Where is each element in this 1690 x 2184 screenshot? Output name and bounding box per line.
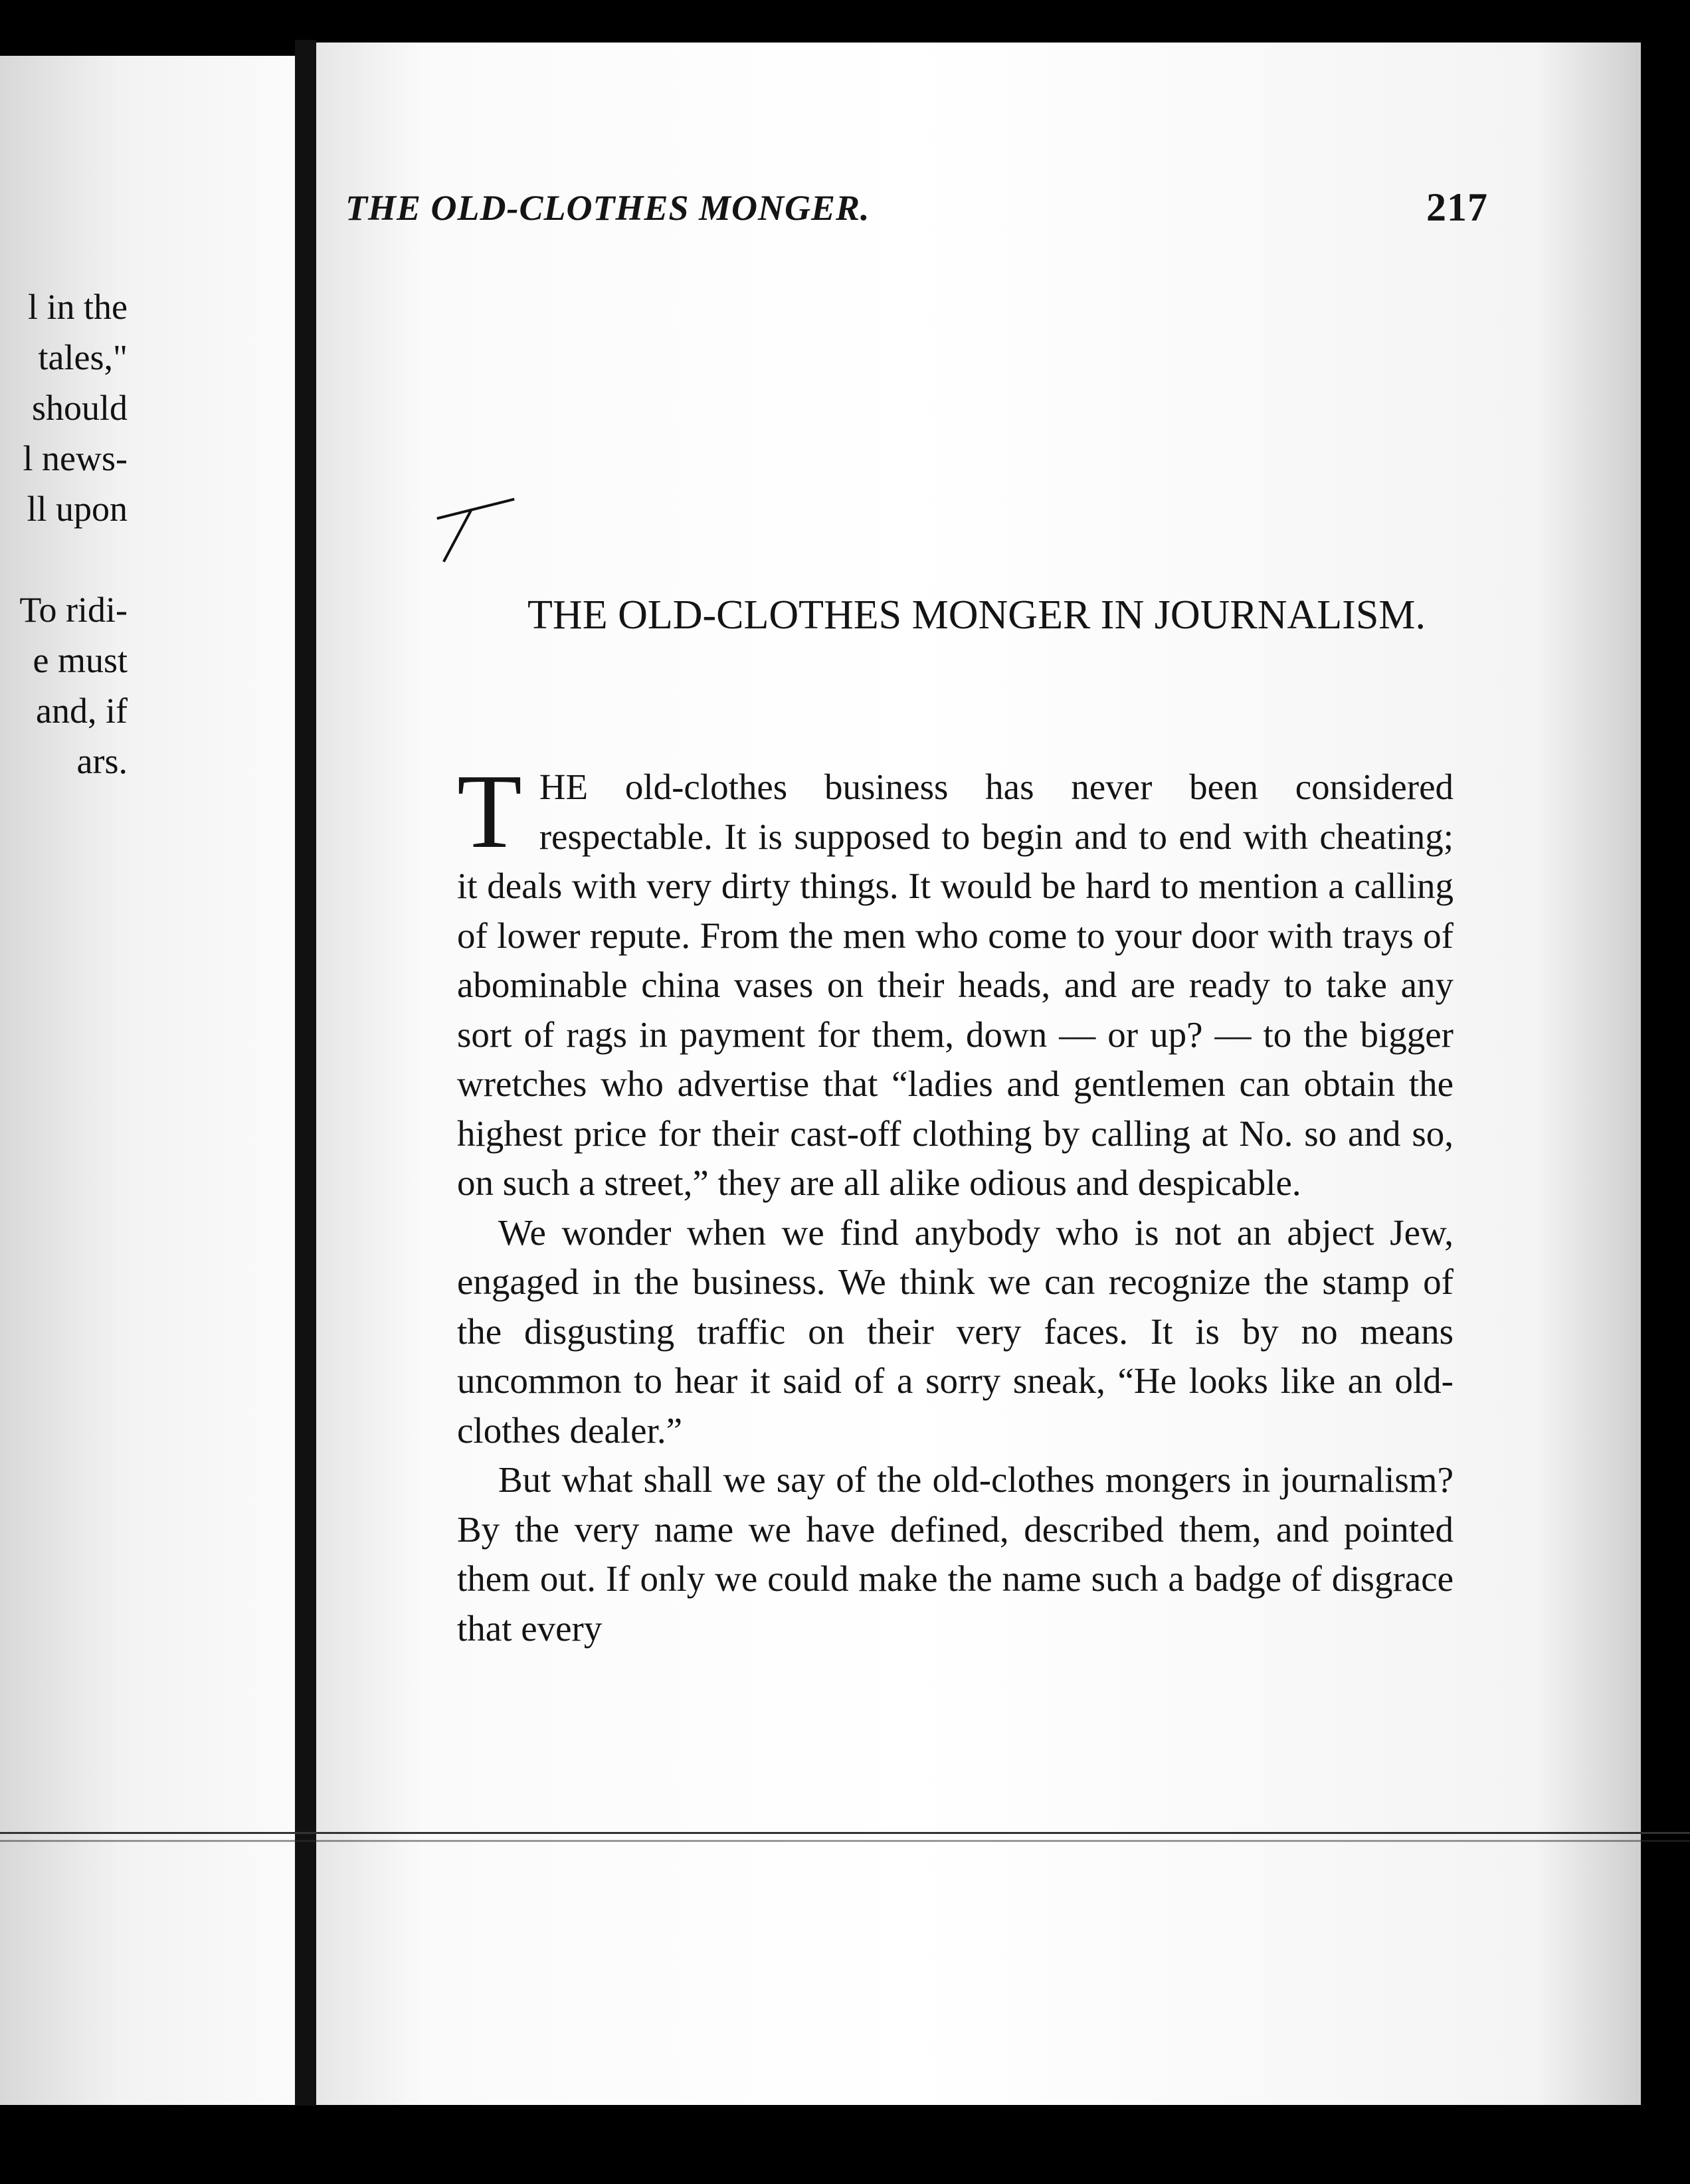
left-fragment: l news-: [23, 438, 128, 478]
paragraph-1-text: HE old-clothes business has never been considered respectable. It is supposed to begin and to end with cheating; it deals with very dirty things. It would be hard to mention a calling of lower repute. From the men who come to your door with trays of abominable china vases on their heads, and are ready to take any sort of rags in payment for them, down — or up? — to the bigger wretches who advertise that “ladies and gentlemen can obtain the highest price for their cast-off clothing by calling at No. so and so, on such a street,” they are all alike odious and despicable.: [457, 767, 1454, 1203]
pen-mark: [436, 498, 514, 520]
drop-cap: T: [457, 752, 522, 870]
page-number: 217: [1426, 185, 1488, 229]
body-text: [457, 752, 1454, 1653]
left-fragment: l in the: [28, 287, 128, 327]
paragraph-2: We wonder when we find anybody who is not an abject Jew, engaged in the business. We think we can recognize the stamp of the disgusting traffic on their very faces. It is by no means uncommon to hear it said of a sorry sneak, “He looks like an old-clothes dealer.”: [457, 1212, 1454, 1451]
scan-artifact-line: [0, 1840, 1690, 1842]
left-fragment: To ridi-: [19, 590, 128, 630]
paragraph-3: But what shall we say of the old-clothes mongers in journalism? By the very name we have defined, described them, and pointed them out. If only we could make the name such a badge of disgrace that every: [457, 1459, 1454, 1649]
left-facing-page: [0, 56, 295, 2105]
left-fragment: e must: [33, 640, 128, 680]
scan-artifact-line: [0, 1832, 1690, 1834]
paragraph-1: [457, 752, 1454, 1208]
left-fragment: ll upon: [27, 489, 128, 529]
left-fragment: tales,": [38, 337, 128, 377]
left-fragment: ars.: [76, 741, 128, 781]
left-fragment: and, if: [36, 691, 128, 731]
book-gutter: [295, 40, 316, 2106]
chapter-title: THE OLD-CLOTHES MONGER IN JOURNALISM.: [527, 592, 1426, 638]
running-head-title: THE OLD-CLOTHES MONGER.: [345, 188, 870, 228]
left-fragment: should: [31, 388, 128, 428]
